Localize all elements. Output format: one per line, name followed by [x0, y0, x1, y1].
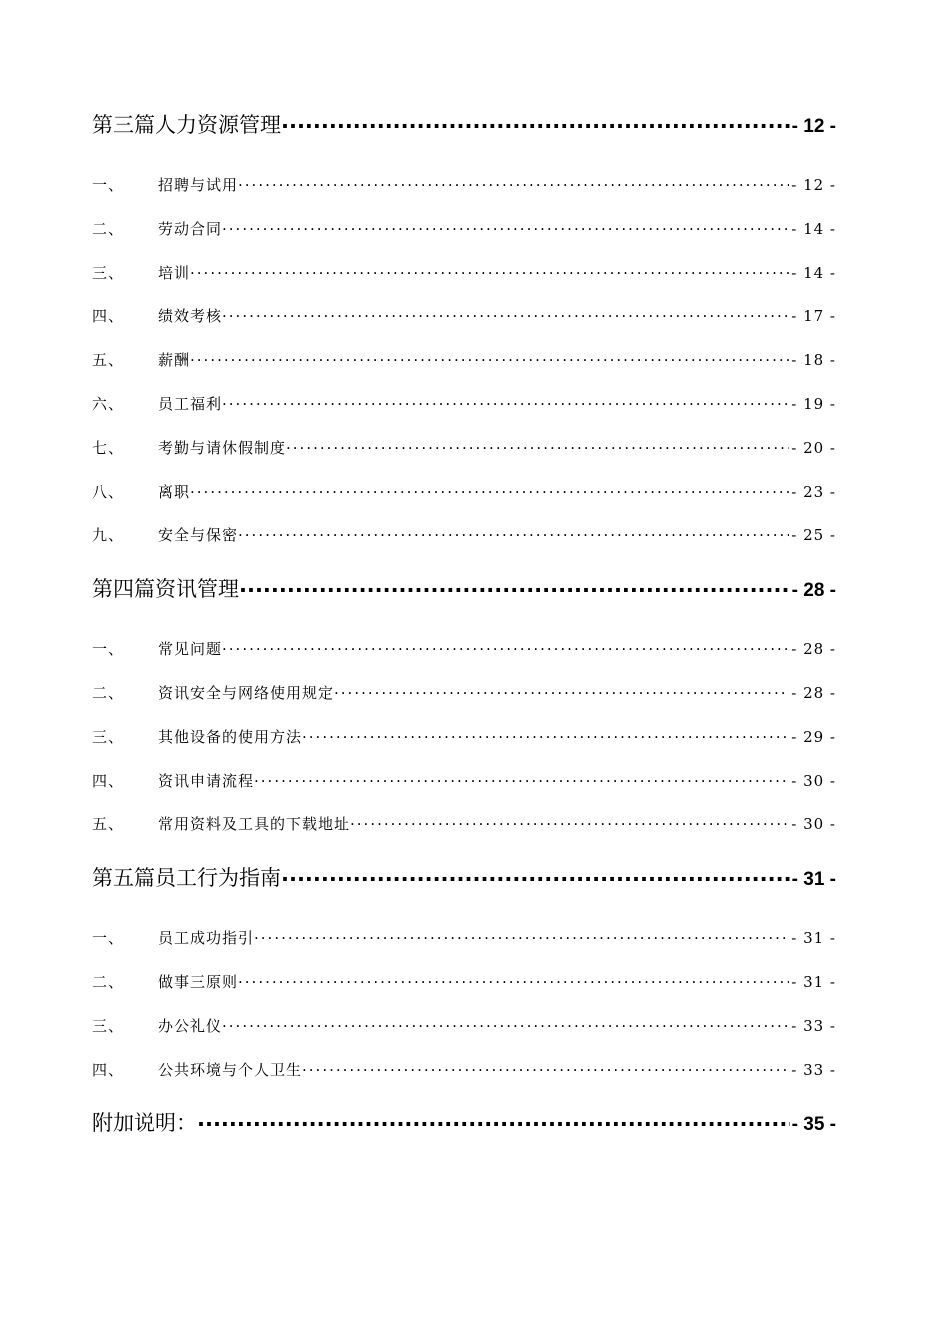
toc-item-title: 离职 [158, 482, 191, 501]
toc-item-page: - 31 - [791, 972, 836, 991]
toc-leader-dots [302, 1049, 789, 1089]
toc-section-title: 第五篇员工行为指南 [92, 866, 281, 891]
toc-item-entry[interactable] [92, 208, 836, 252]
toc-section-page: - 12 - [791, 116, 836, 137]
toc-item-entry[interactable] [92, 1049, 836, 1093]
toc-item-page: - 31 - [791, 929, 836, 948]
toc-leader-dots [222, 628, 789, 668]
toc-item-entry[interactable] [92, 917, 836, 961]
spacer [92, 903, 836, 917]
toc-item-title: 资讯安全与网络使用规定 [158, 683, 335, 702]
toc-item-title: 员工成功指引 [158, 929, 255, 948]
toc-leader-dots [254, 760, 789, 800]
toc-leader-dots [281, 853, 790, 899]
toc-item-number: 三、 [92, 263, 125, 282]
toc-item-entry[interactable] [92, 1005, 836, 1049]
toc-item-entry[interactable] [92, 427, 836, 471]
toc-item-title: 绩效考核 [158, 307, 223, 326]
toc-item-page: - 19 - [791, 394, 836, 413]
toc-item-title: 招聘与试用 [158, 176, 239, 194]
toc-leader-dots [197, 1098, 790, 1144]
toc-item-number: 四、 [92, 307, 125, 326]
toc-item-page: - 28 - [791, 683, 836, 702]
toc-item-title: 安全与保密 [158, 526, 239, 545]
toc-section-entry[interactable] [92, 100, 836, 150]
toc-leader-dots [222, 383, 789, 423]
toc-item-page: - 33 - [791, 1016, 836, 1035]
toc-item-title: 薪酬 [158, 351, 191, 370]
toc-item-title: 做事三原则 [158, 972, 239, 991]
toc-leader-dots [254, 917, 789, 957]
toc-item-title: 公共环境与个人卫生 [158, 1060, 303, 1079]
toc-item-number: 二、 [92, 972, 125, 991]
toc-item-title: 劳动合同 [158, 219, 223, 238]
toc-item-entry[interactable] [92, 803, 836, 847]
toc-item-page: - 23 - [791, 482, 836, 501]
toc-item-number: 一、 [92, 176, 125, 194]
toc-leader-dots [238, 961, 789, 1001]
table-of-contents [92, 100, 836, 1148]
toc-leader-dots [238, 514, 789, 554]
toc-item-page: - 20 - [791, 438, 836, 457]
toc-section-page: - 28 - [791, 580, 836, 602]
toc-item-title: 常见问题 [158, 640, 223, 659]
toc-leader-dots [334, 672, 789, 712]
toc-leader-dots [190, 471, 789, 511]
toc-item-number: 五、 [92, 351, 125, 370]
toc-leader-dots [239, 564, 790, 610]
toc-item-entry[interactable] [92, 471, 836, 515]
toc-item-title: 培训 [158, 263, 191, 282]
toc-item-page: - 18 - [791, 351, 836, 370]
toc-item-entry[interactable] [92, 672, 836, 716]
toc-leader-dots [238, 164, 789, 204]
toc-section-entry[interactable] [92, 853, 836, 903]
toc-item-title: 其他设备的使用方法 [158, 727, 303, 746]
toc-item-title: 办公礼仪 [158, 1016, 223, 1035]
toc-item-entry[interactable] [92, 760, 836, 804]
toc-item-entry[interactable] [92, 383, 836, 427]
toc-item-number: 七、 [92, 438, 125, 457]
toc-leader-dots [222, 295, 789, 335]
toc-section-page: - 31 - [791, 869, 836, 891]
toc-item-page: - 33 - [791, 1060, 836, 1079]
toc-section-entry[interactable] [92, 564, 836, 614]
toc-item-page: - 25 - [791, 526, 836, 545]
toc-item-page: - 14 - [791, 263, 836, 282]
toc-section-page: - 35 - [791, 1114, 836, 1136]
toc-item-title: 常用资料及工具的下载地址 [158, 815, 351, 834]
toc-item-entry[interactable] [92, 295, 836, 339]
toc-item-page: - 29 - [791, 727, 836, 746]
toc-item-title: 资讯申请流程 [158, 771, 255, 790]
toc-item-page: - 17 - [791, 307, 836, 326]
toc-item-number: 二、 [92, 219, 125, 238]
toc-item-title: 员工福利 [158, 394, 223, 413]
toc-item-entry[interactable] [92, 252, 836, 296]
toc-section-entry[interactable] [92, 1098, 836, 1148]
toc-item-number: 四、 [92, 1060, 125, 1079]
toc-item-entry[interactable] [92, 514, 836, 558]
toc-section-title: 附加说明： [92, 1111, 197, 1136]
spacer [92, 150, 836, 164]
toc-item-entry[interactable] [92, 628, 836, 672]
toc-item-page: - 30 - [791, 815, 836, 834]
toc-item-number: 一、 [92, 929, 125, 948]
toc-item-entry[interactable] [92, 716, 836, 760]
toc-section-title: 第三篇人力资源管理 [92, 113, 281, 137]
toc-item-number: 四、 [92, 771, 125, 790]
toc-leader-dots [281, 100, 790, 146]
toc-leader-dots [190, 339, 789, 379]
spacer [92, 614, 836, 628]
toc-item-number: 一、 [92, 640, 125, 659]
toc-item-entry[interactable] [92, 961, 836, 1005]
toc-item-title: 考勤与请休假制度 [158, 438, 287, 457]
toc-item-number: 三、 [92, 1016, 125, 1035]
toc-item-entry[interactable] [92, 339, 836, 383]
toc-item-number: 九、 [92, 526, 125, 545]
toc-item-page: - 12 - [791, 176, 836, 194]
toc-item-number: 五、 [92, 815, 125, 834]
toc-leader-dots [350, 803, 789, 843]
toc-section-title: 第四篇资讯管理 [92, 577, 239, 602]
toc-item-page: - 28 - [791, 640, 836, 659]
toc-leader-dots [222, 1005, 789, 1045]
toc-item-page: - 14 - [791, 219, 836, 238]
toc-leader-dots [286, 427, 789, 467]
toc-item-number: 六、 [92, 394, 125, 413]
toc-leader-dots [222, 208, 789, 248]
toc-item-entry[interactable] [92, 164, 836, 208]
toc-item-page: - 30 - [791, 771, 836, 790]
toc-leader-dots [302, 716, 789, 756]
toc-item-number: 二、 [92, 683, 125, 702]
toc-item-number: 三、 [92, 727, 125, 746]
toc-item-number: 八、 [92, 482, 125, 501]
toc-leader-dots [190, 252, 789, 292]
